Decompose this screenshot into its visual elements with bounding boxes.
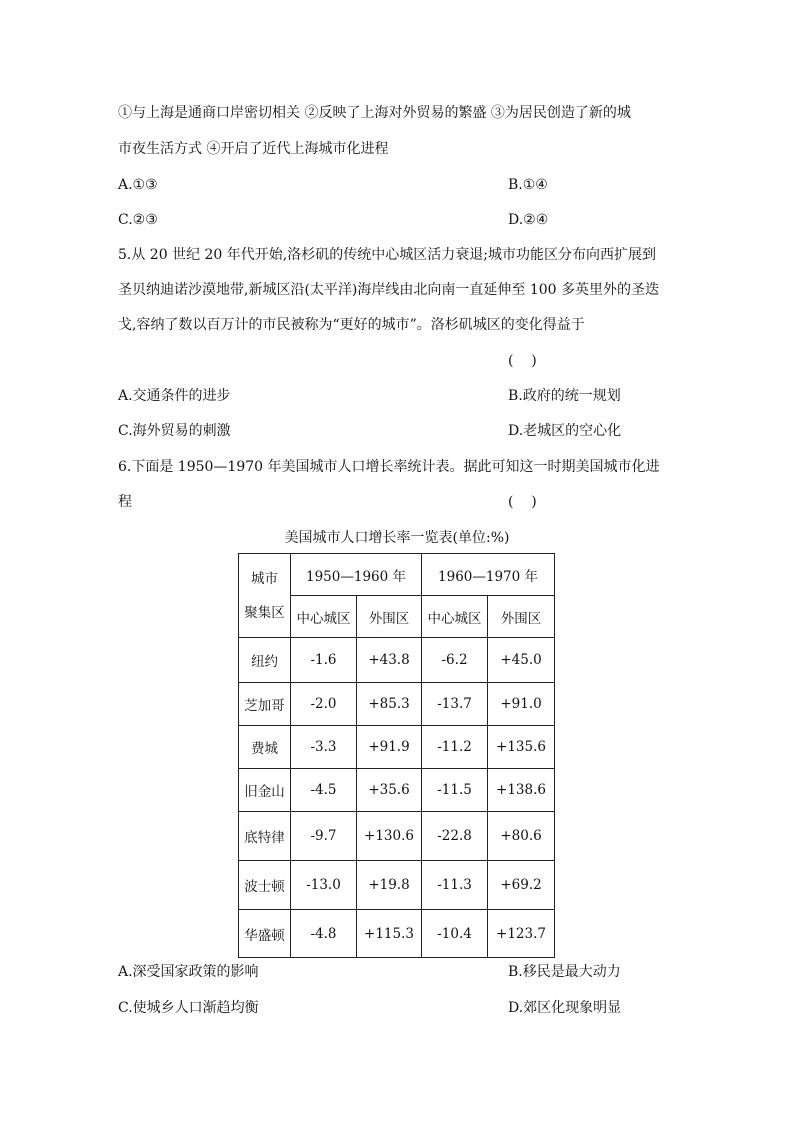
center-growth-1960s: -10.4 [422, 910, 488, 958]
outer-growth-1950s: +130.6 [357, 812, 422, 861]
outer-growth-1960s: +69.2 [488, 861, 555, 910]
q6-stem-line-1: 6.下面是 1950—1970 年美国城市人口增长率统计表。据此可知这一时期美国城市化进 [118, 459, 660, 475]
center-growth-1950s: -4.8 [291, 910, 357, 958]
subheader-outer-2: 外围区 [488, 596, 555, 638]
center-growth-1960s: -6.2 [422, 638, 488, 683]
outer-growth-1960s: +91.0 [488, 683, 555, 726]
outer-growth-1950s: +85.3 [357, 683, 422, 726]
center-growth-1950s: -4.5 [291, 769, 357, 812]
prev-question-line-1: ①与上海是通商口岸密切相关 ②反映了上海对外贸易的繁盛 ③为居民创造了新的城 [118, 105, 631, 121]
q6-option-b: B.移民是最大动力 [508, 964, 621, 980]
city-name: 纽约 [239, 638, 291, 683]
outer-growth-1960s: +135.6 [488, 726, 555, 769]
city-name: 华盛顿 [239, 910, 291, 958]
q5-option-c: C.海外贸易的刺激 [118, 423, 231, 439]
table-caption: 美国城市人口增长率一览表(单位:%) [284, 530, 510, 546]
q5-stem-line-1: 5.从 20 世纪 20 年代开始,洛杉矶的传统中心城区活力衰退;城市功能区分布向西扩展到 [118, 247, 656, 263]
corner-header-line-1: 城市 [251, 570, 278, 587]
q6-option-d: D.郊区化现象明显 [508, 1000, 622, 1016]
q5-option-b: B.政府的统一规划 [508, 388, 621, 404]
q5-stem-line-2: 圣贝纳迪诺沙漠地带,新城区沿(太平洋)海岸线由北向南一直延伸至 100 多英里外的圣迭 [118, 282, 659, 298]
population-growth-table [238, 553, 555, 958]
q5-answer-parentheses: ( ) [508, 353, 537, 369]
q6-stem-line-2: 程 [118, 494, 132, 510]
corner-header-line-2: 聚集区 [244, 604, 285, 621]
q5-option-d: D.老城区的空心化 [508, 423, 622, 439]
subheader-center-2: 中心城区 [422, 596, 488, 638]
center-growth-1950s: -2.0 [291, 683, 357, 726]
period-header-1950-1960: 1950—1960 年 [291, 554, 422, 596]
center-growth-1950s: -13.0 [291, 861, 357, 910]
outer-growth-1950s: +19.8 [357, 861, 422, 910]
center-growth-1960s: -22.8 [422, 812, 488, 861]
table-row [239, 910, 555, 958]
center-growth-1960s: -11.2 [422, 726, 488, 769]
table-row [239, 726, 555, 769]
period-header-1960-1970: 1960—1970 年 [422, 554, 555, 596]
outer-growth-1950s: +91.9 [357, 726, 422, 769]
center-growth-1950s: -1.6 [291, 638, 357, 683]
outer-growth-1950s: +115.3 [357, 910, 422, 958]
subheader-outer-1: 外围区 [357, 596, 422, 638]
outer-growth-1960s: +138.6 [488, 769, 555, 812]
prev-question-line-2: 市夜生活方式 ④开启了近代上海城市化进程 [118, 141, 389, 157]
city-name: 旧金山 [239, 769, 291, 812]
city-name: 费城 [239, 726, 291, 769]
center-growth-1960s: -11.5 [422, 769, 488, 812]
q5-stem-line-3: 戈,容纳了数以百万计的市民被称为“更好的城市”。洛杉矶城区的变化得益于 [118, 317, 585, 333]
city-name: 底特律 [239, 812, 291, 861]
outer-growth-1960s: +123.7 [488, 910, 555, 958]
center-growth-1950s: -9.7 [291, 812, 357, 861]
subheader-center-1: 中心城区 [291, 596, 357, 638]
city-name: 波士顿 [239, 861, 291, 910]
table-row [239, 812, 555, 861]
prev-option-a: A.①③ [118, 177, 158, 193]
outer-growth-1950s: +35.6 [357, 769, 422, 812]
table-row [239, 769, 555, 812]
prev-option-d: D.②④ [508, 212, 549, 228]
outer-growth-1960s: +45.0 [488, 638, 555, 683]
prev-option-c: C.②③ [118, 212, 158, 228]
corner-header [239, 554, 291, 638]
outer-growth-1950s: +43.8 [357, 638, 422, 683]
center-growth-1950s: -3.3 [291, 726, 357, 769]
q6-answer-parentheses: ( ) [508, 494, 537, 510]
center-growth-1960s: -13.7 [422, 683, 488, 726]
table-row [239, 683, 555, 726]
outer-growth-1960s: +80.6 [488, 812, 555, 861]
table-row [239, 638, 555, 683]
q6-option-c: C.使城乡人口渐趋均衡 [118, 1000, 259, 1016]
prev-option-b: B.①④ [508, 177, 548, 193]
center-growth-1960s: -11.3 [422, 861, 488, 910]
q6-option-a: A.深受国家政策的影响 [118, 964, 259, 980]
q5-option-a: A.交通条件的进步 [118, 388, 231, 404]
table-row [239, 861, 555, 910]
city-name: 芝加哥 [239, 683, 291, 726]
